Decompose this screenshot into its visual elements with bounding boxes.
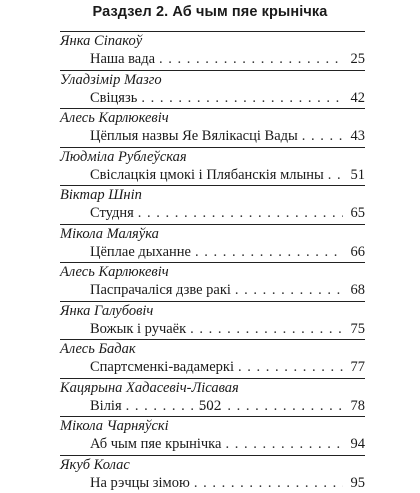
entry-page: 43 <box>349 127 365 145</box>
toc-entry <box>60 339 365 378</box>
entry-author: Алесь Бадак <box>60 341 365 358</box>
entry-title-line <box>60 204 365 222</box>
entry-page: 42 <box>349 89 365 107</box>
entry-title: На рэчцы зімою <box>90 474 190 492</box>
entry-title-line <box>60 166 365 184</box>
entry-title-line <box>60 89 365 107</box>
entry-page: 51 <box>349 166 365 184</box>
entry-author: Кацярына Хадасевіч-Лісавая <box>60 380 365 397</box>
entry-author: Алесь Карлюкевіч <box>60 264 365 281</box>
toc-entry <box>60 147 365 186</box>
entry-author: Мікола Маляўка <box>60 226 365 243</box>
entry-author: Янка Сіпакоў <box>60 33 365 50</box>
dot-leader <box>225 435 343 453</box>
entry-page: 95 <box>349 474 365 492</box>
toc-entry <box>60 185 365 224</box>
entry-author: Віктар Шніп <box>60 187 365 204</box>
entry-page: 25 <box>349 50 365 68</box>
entry-title-line <box>60 127 365 145</box>
entry-author: Алесь Карлюкевіч <box>60 110 365 127</box>
page-number: 502 <box>0 398 420 415</box>
entry-author: Янка Галубовіч <box>60 303 365 320</box>
entry-title: Наша вада <box>90 50 155 68</box>
entry-page: 94 <box>349 435 365 453</box>
entry-author: Мікола Чарняўскі <box>60 418 365 435</box>
entry-page: 75 <box>349 320 365 338</box>
toc-entry <box>60 224 365 263</box>
dot-leader <box>190 320 343 338</box>
entry-author: Якуб Колас <box>60 457 365 474</box>
entry-title: Цёплае дыханне <box>90 243 191 261</box>
dot-leader <box>328 166 343 184</box>
entry-title-line <box>60 474 365 492</box>
entry-page: 77 <box>349 358 365 376</box>
entry-title: Паспрачаліся дзве ракі <box>90 281 231 299</box>
entry-title: Спартсменкі-вадамеркі <box>90 358 234 376</box>
entry-author: Людміла Рублеўская <box>60 149 365 166</box>
entry-page: 78 <box>349 397 365 415</box>
toc-entry <box>60 416 365 455</box>
dot-leader <box>141 89 343 107</box>
entry-title-line <box>60 358 365 376</box>
entry-title-line <box>60 243 365 261</box>
entry-title: Студня <box>90 204 134 222</box>
entry-title: Цёплыя назвы Яе Вялікасці Вады <box>90 127 298 145</box>
toc-entry <box>60 301 365 340</box>
entry-title-line <box>60 281 365 299</box>
entry-title: Аб чым пяе крынічка <box>90 435 221 453</box>
entry-title: Вожык і ручаёк <box>90 320 186 338</box>
toc-entry <box>60 108 365 147</box>
entry-title-line <box>60 50 365 68</box>
dot-leader <box>238 358 343 376</box>
entry-page: 66 <box>349 243 365 261</box>
toc-entry <box>60 70 365 109</box>
entry-title-line <box>60 320 365 338</box>
entry-title: Свіслацкія цмокі і Плябанскія млыны <box>90 166 324 184</box>
entry-title: Свіцязь <box>90 89 137 107</box>
entry-page: 68 <box>349 281 365 299</box>
dot-leader <box>302 127 343 145</box>
dot-leader <box>138 204 343 222</box>
toc-entry <box>60 262 365 301</box>
dot-leader <box>235 281 343 299</box>
entry-page: 65 <box>349 204 365 222</box>
entry-title-line <box>60 435 365 453</box>
section-title: Раздзел 2. Аб чым пяе крынічка <box>0 4 420 20</box>
dot-leader <box>159 50 343 68</box>
entry-author: Уладзімір Мазго <box>60 72 365 89</box>
dot-leader <box>194 474 343 492</box>
table-of-contents <box>60 31 365 493</box>
dot-leader <box>195 243 343 261</box>
entry-title: Вілія <box>90 397 122 415</box>
toc-entry <box>60 455 365 493</box>
toc-entry <box>60 31 365 70</box>
